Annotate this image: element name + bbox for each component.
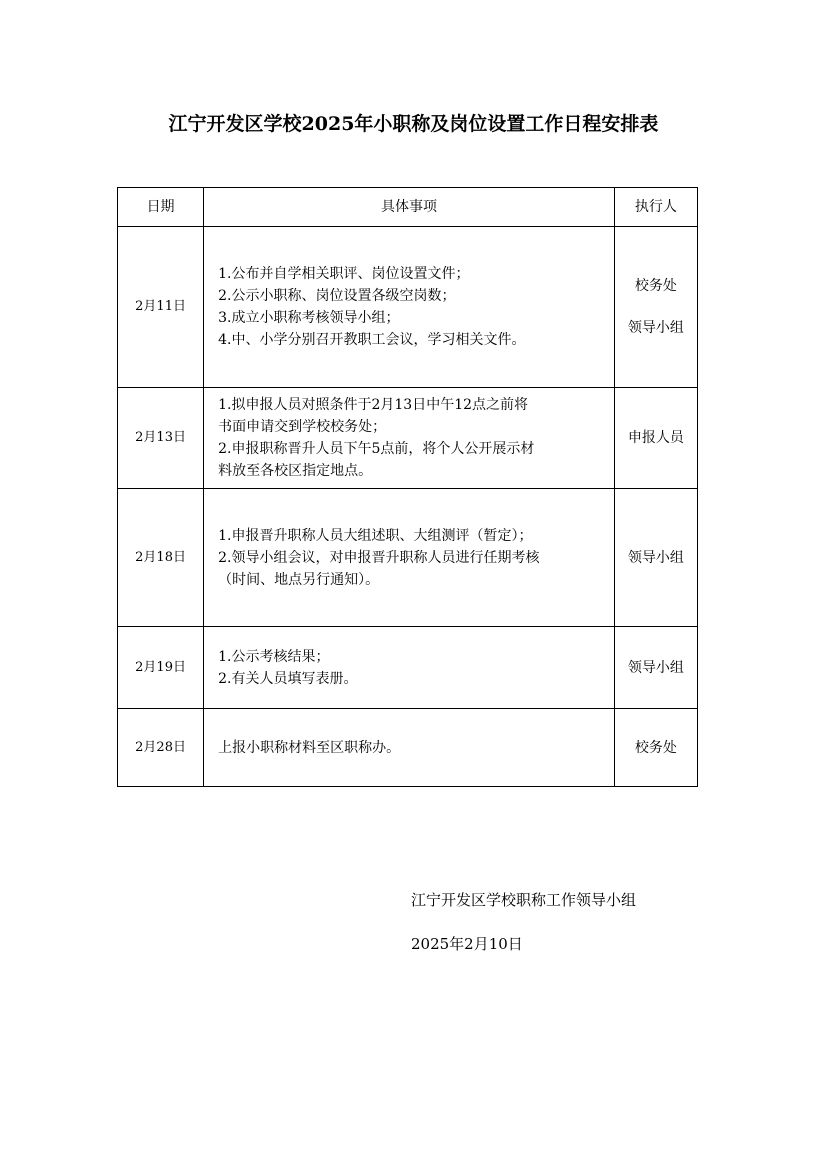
item-line: 1.申报晋升职称人员大组述职、大组测评（暂定）； (218, 527, 533, 544)
row-items (204, 709, 615, 787)
schedule-table (117, 187, 698, 787)
item-line: （时间、地点另行通知）。 (218, 571, 380, 588)
item-line: 书面申请交到学校校务处； (218, 419, 387, 435)
row-items (204, 388, 615, 489)
row-executor (614, 388, 697, 489)
row-executor (614, 627, 697, 709)
row-items (204, 627, 615, 709)
item-line: 4.中、小学分别召开教职工会议，学习相关文件。 (218, 332, 526, 348)
item-line: 2.申报职称晋升人员下午5点前，将个人公开展示材 (218, 441, 535, 457)
executor-name: 校务处 (634, 278, 677, 294)
item-line: 2.领导小组会议，对申报晋升职称人员进行任期考核 (218, 549, 540, 566)
executor-name: 申报人员 (627, 430, 684, 446)
item-line: 1.公示考核结果； (218, 648, 330, 665)
executor-name: 领导小组 (627, 320, 684, 336)
row-date: 2月28日 (118, 709, 204, 787)
table-row (118, 709, 698, 787)
signature-organization: 江宁开发区学校职称工作领导小组 (411, 891, 637, 909)
row-date: 2月13日 (118, 388, 204, 489)
header-date: 日期 (118, 188, 204, 227)
item-line: 料放至各校区指定地点。 (218, 463, 373, 479)
row-date: 2月11日 (118, 227, 204, 388)
document-title: 江宁开发区学校2025年小职称及岗位设置工作日程安排表 (168, 113, 659, 135)
executor-name: 校务处 (634, 739, 677, 756)
header-executor: 执行人 (614, 188, 697, 227)
item-line: 1.拟申报人员对照条件于2月13日中午12点之前将 (218, 397, 529, 413)
item-line: 上报小职称材料至区职称办。 (218, 739, 401, 756)
table-row (118, 627, 698, 709)
table-row (118, 489, 698, 627)
executor-name: 领导小组 (627, 549, 684, 566)
row-date: 2月19日 (118, 627, 204, 709)
item-line: 1.公布并自学相关职评、岗位设置文件； (218, 266, 470, 282)
item-line: 2.公示小职称、岗位设置各级空岗数； (218, 288, 456, 304)
row-items (204, 227, 615, 388)
table-header-row (118, 188, 698, 227)
executor-name: 领导小组 (627, 659, 684, 676)
item-line: 3.成立小职称考核领导小组； (218, 310, 400, 326)
row-executor (614, 489, 697, 627)
header-items: 具体事项 (204, 188, 615, 227)
table-row (118, 227, 698, 388)
row-executor (614, 227, 697, 388)
row-items (204, 489, 615, 627)
signature-date: 2025年2月10日 (411, 935, 523, 953)
row-date: 2月18日 (118, 489, 204, 627)
table-row (118, 388, 698, 489)
item-line: 2.有关人员填写表册。 (218, 670, 358, 687)
row-executor (614, 709, 697, 787)
